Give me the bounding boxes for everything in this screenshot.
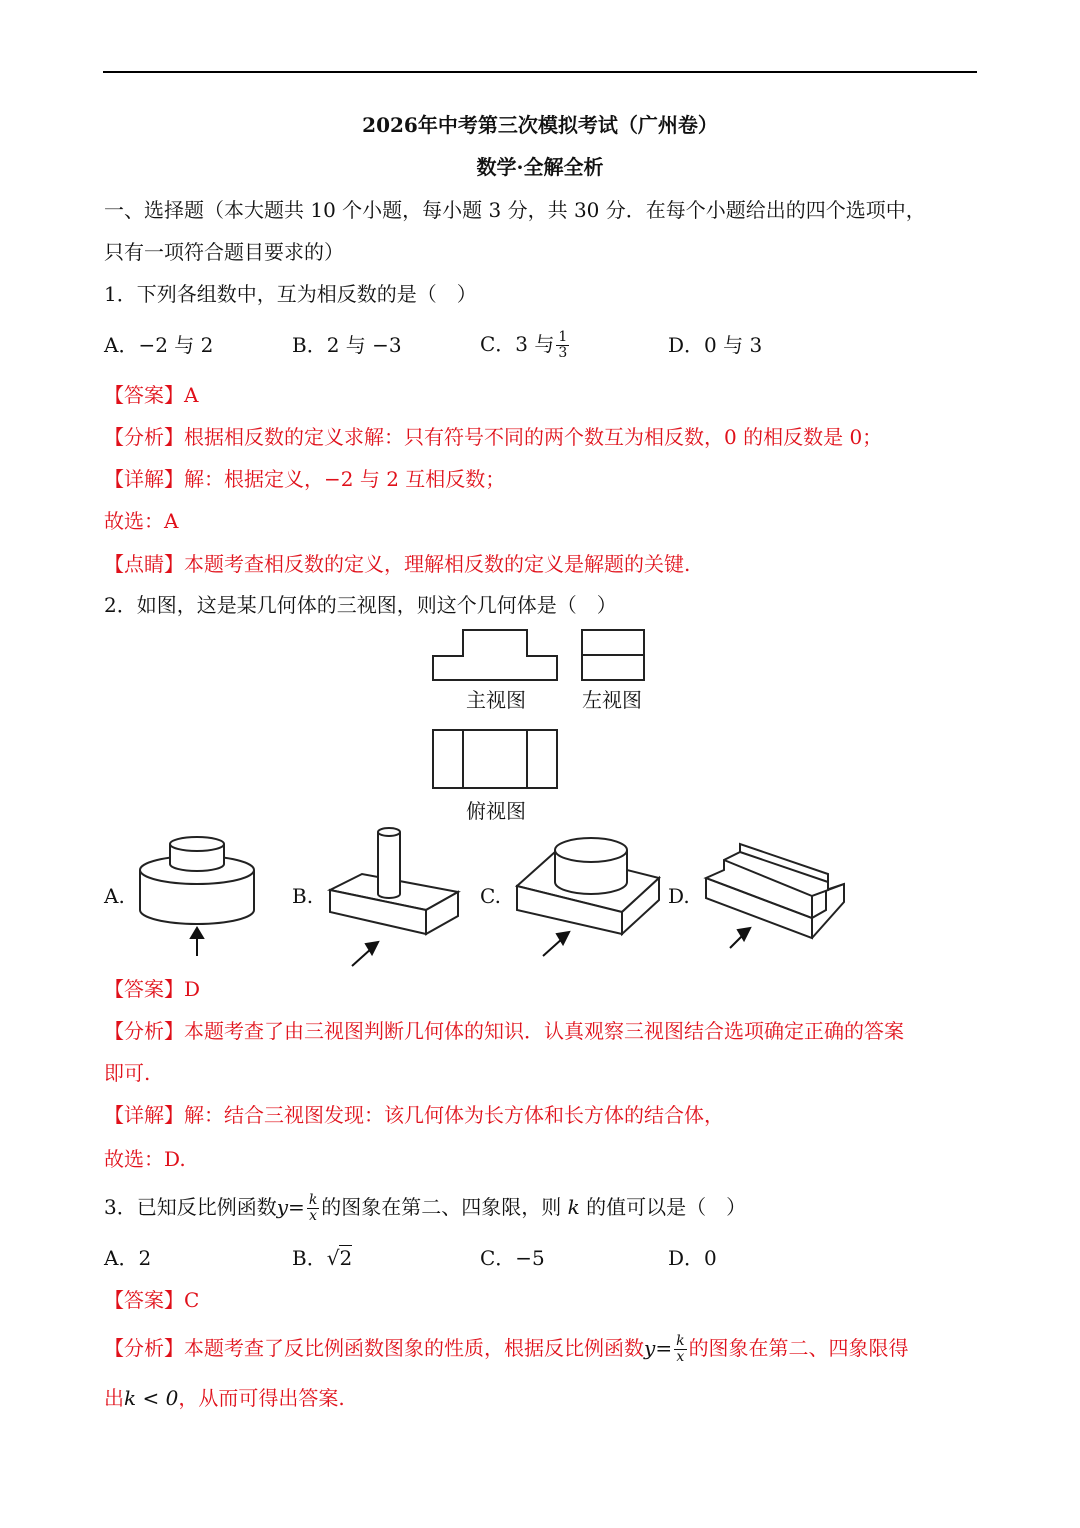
q3-analysis-suffix: 的图象在第二、四象限得: [688, 1336, 909, 1360]
q3-answer: 【答案】C: [104, 1288, 200, 1312]
var-y: y: [276, 1195, 289, 1219]
q2-stem: 2．如图，这是某几何体的三视图，则这个几何体是（ ）: [104, 593, 617, 617]
q2-detail: 【详解】解：结合三视图发现：该几何体为长方体和长方体的结合体，: [104, 1103, 724, 1127]
fraction-numerator: 1: [558, 329, 568, 345]
var-k: k: [567, 1195, 580, 1219]
solid-a-figure: [130, 830, 260, 962]
equals-sign: =: [288, 1195, 305, 1219]
q1-option-c-prefix: C．3 与: [480, 332, 555, 356]
q3-stem-prefix: 3．已知反比例函数: [104, 1195, 277, 1219]
q2-option-d: D.: [668, 884, 690, 908]
q1-comment: 【点睛】本题考查相反数的定义，理解相反数的定义是解题的关键.: [104, 552, 691, 576]
q3-option-c: C．−5: [480, 1246, 545, 1270]
sqrt-radicand: 2: [339, 1246, 353, 1270]
solid-d-figure: [700, 838, 850, 950]
fraction-k-over-x: [307, 1193, 319, 1224]
q1-option-d: D．0 与 3: [668, 333, 763, 357]
q1-detail: 【详解】解：根据定义，−2 与 2 互相反数；: [104, 467, 506, 491]
q1-option-b: B．2 与 −3: [292, 333, 402, 357]
q1-answer: 【答案】A: [104, 383, 199, 407]
fraction-denominator: x: [309, 1208, 317, 1224]
three-views-figure: [425, 622, 655, 827]
q3-stem-suffix: 的图象在第二、四象限，则: [321, 1195, 562, 1219]
q2-option-b: B.: [292, 884, 314, 908]
section-heading-1: 一、选择题（本大题共 10 个小题，每小题 3 分，共 30 分．在每个小题给出的四个选项中，: [104, 198, 926, 222]
q3-option-b: [292, 1244, 352, 1272]
q1-choice: 故选：A: [104, 509, 179, 533]
q2-option-c: C.: [480, 884, 501, 908]
fraction-denominator: x: [676, 1349, 685, 1365]
condition-k-negative: k < 0: [124, 1386, 179, 1410]
top-view-shape: [433, 730, 557, 788]
fraction-one-third: [556, 330, 569, 361]
var-y: y: [644, 1336, 656, 1360]
front-view-shape: [433, 630, 557, 680]
q3-analysis2-suffix: ，从而可得出答案.: [178, 1386, 345, 1410]
label-front-view: 主视图: [466, 688, 526, 712]
q3-option-d: D．0: [668, 1246, 717, 1270]
q2-choice: 故选：D.: [104, 1147, 186, 1171]
q1-option-a: A．−2 与 2: [104, 333, 214, 357]
q2-option-a: A.: [104, 884, 125, 908]
q3-option-b-prefix: B．: [292, 1246, 327, 1270]
q3-analysis2-prefix: 出: [104, 1386, 124, 1410]
label-left-view: 左视图: [582, 688, 642, 712]
solid-c-figure: [510, 828, 670, 960]
q1-analysis: 【分析】根据相反数的定义求解：只有符号不同的两个数互为相反数，0 的相反数是 0；: [104, 425, 883, 449]
q3-analysis-line2: [104, 1384, 345, 1412]
section-heading-2: 只有一项符合题目要求的）: [104, 240, 344, 264]
fraction-numerator: k: [308, 1192, 318, 1208]
fraction-numerator: k: [676, 1333, 685, 1349]
q3-analysis-line1: [104, 1326, 909, 1370]
q3-analysis-prefix: 【分析】本题考查了反比例函数图象的性质，根据反比例函数: [104, 1336, 644, 1360]
fraction-k-over-x: [674, 1334, 686, 1365]
q3-option-a: A．2: [104, 1246, 152, 1270]
header-rule: [103, 71, 977, 73]
q1-stem: 1．下列各组数中，互为相反数的是（ ）: [104, 282, 477, 306]
equals-sign: =: [655, 1336, 673, 1360]
q2-analysis-line2: 即可.: [104, 1061, 151, 1085]
fraction-denominator: 3: [558, 345, 568, 361]
label-top-view: 俯视图: [466, 799, 526, 823]
q2-answer: 【答案】D: [104, 977, 201, 1001]
page-title: 2026年中考第三次模拟考试（广州卷）: [362, 113, 718, 137]
q3-stem: [104, 1185, 746, 1229]
solid-b-figure: [322, 820, 467, 970]
q3-stem-end: 的值可以是（ ）: [586, 1195, 747, 1219]
q1-option-c: [480, 323, 571, 365]
page-subtitle: 数学·全解全析: [476, 155, 604, 179]
sqrt-symbol: √: [326, 1246, 340, 1270]
q2-analysis-line1: 【分析】本题考查了由三视图判断几何体的知识．认真观察三视图结合选项确定正确的答案: [104, 1019, 904, 1043]
